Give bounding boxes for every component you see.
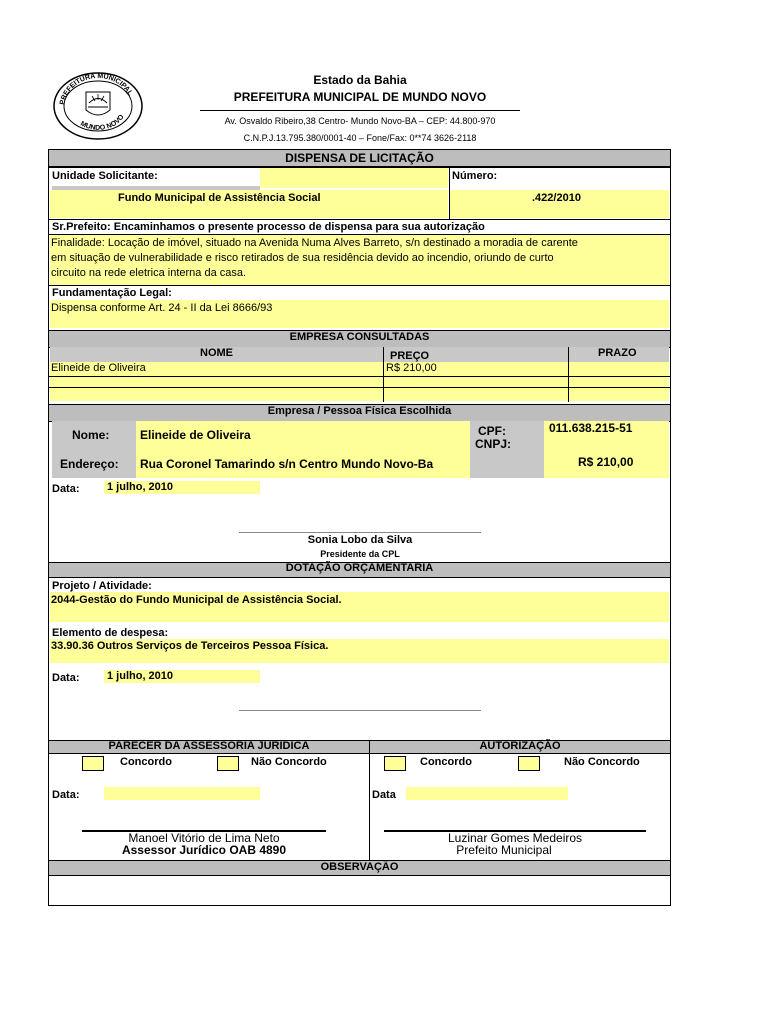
legal-signer: Manoel Vitório de Lima Neto (128, 831, 280, 845)
svg-text:PREFEITURA MUNICIPAL: PREFEITURA MUNICIPAL (59, 72, 134, 106)
legal-opinion-title: PARECER DA ASSESSORIA JURIDICA (108, 740, 310, 752)
header-divider (200, 110, 520, 111)
project-value: 2044-Gestão do Fundo Municipal de Assistência Social. (51, 594, 342, 606)
purpose-line-2: em situação de vulnerabilidade e risco retirados de sua residência devido ao incendio, oriundo de curto (51, 252, 554, 264)
auth-disagree-label: Não Concordo (564, 756, 640, 768)
requesting-unit-value: Fundo Municipal de Assistência Social (118, 192, 321, 204)
legal-disagree-checkbox[interactable] (217, 756, 239, 771)
legal-date-label: Data: (52, 789, 80, 801)
cpl-signature-line (239, 532, 481, 533)
legal-signer-role: Assessor Jurídico OAB 4890 (121, 843, 287, 857)
legal-basis-label: Fundamentação Legal: (52, 287, 172, 299)
observation-field[interactable] (50, 876, 669, 904)
legal-agree-label: Concordo (120, 756, 172, 768)
cpl-signer: Sonia Lobo da Silva (307, 534, 413, 546)
chosen-address-value: Rua Coronel Tamarindo s/n Centro Mundo Novo-Ba (140, 457, 434, 471)
cpf-label: CPF: (478, 424, 506, 438)
purpose-line-3: circuito na rede eletrica interna da casa. (51, 267, 247, 279)
project-label: Projeto / Atividade: (52, 580, 152, 592)
consulted-row-price: R$ 210,00 (386, 362, 437, 374)
budget-date-label: Data: (52, 672, 80, 684)
legal-date-field[interactable] (104, 787, 260, 800)
chosen-name-label: Nome: (72, 428, 110, 442)
mayor-signer: Luzinar Gomes Medeiros (447, 831, 583, 845)
chosen-value: R$ 210,00 (578, 455, 634, 469)
chosen-title: Empresa / Pessoa Física Escolhida (267, 405, 452, 417)
auth-agree-checkbox[interactable] (384, 756, 406, 771)
purpose-line-1: Finalidade: Locação de imóvel, situado na Avenida Numa Alves Barreto, s/n destinado a moradia de carente (51, 237, 578, 249)
cnpj-phone-line: C.N.P.J.13.795.380/0001-40 – Fone/Fax: 0**74 3626-2118 (243, 133, 477, 143)
cnpj-label: CNPJ: (475, 437, 512, 451)
observation-title: OBSERVAÇÃO (320, 861, 399, 873)
col-name-header: NOME (200, 347, 233, 359)
state-name: Estado da Bahia (313, 73, 407, 87)
consulted-title: EMPRESA CONSULTADAS (289, 331, 430, 343)
number-value: .422/2010 (532, 192, 581, 204)
municipal-seal (52, 70, 144, 140)
auth-date-label: Data (372, 789, 396, 801)
budget-signature-line (239, 710, 481, 711)
address-line: Av. Osvaldo Ribeiro,38 Centro- Mundo Novo-BA – CEP: 44.800-970 (224, 116, 496, 126)
requesting-unit-label: Unidade Solicitante: (52, 170, 158, 182)
legal-agree-checkbox[interactable] (82, 756, 104, 771)
city-hall-name: PREFEITURA MUNICIPAL DE MUNDO NOVO (233, 90, 487, 104)
element-value: 33.90.36 Outros Serviços de Terceiros Pessoa Física. (51, 640, 329, 652)
col-term-header: PRAZO (598, 347, 637, 359)
auth-date-field[interactable] (406, 787, 568, 800)
chosen-address-label: Endereço: (60, 457, 119, 471)
authorization-title: AUTORIZAÇÃO (479, 740, 561, 752)
chosen-date-value: 1 julho, 2010 (107, 481, 174, 493)
dispensa-title: DISPENSA DE LICITAÇÃO (285, 151, 434, 165)
legal-basis-value: Dispensa conforme Art. 24 - II da Lei 8666/93 (51, 302, 273, 314)
chosen-date-label: Data: (52, 483, 80, 495)
cpl-signer-role: Presidente da CPL (320, 549, 400, 559)
col-price-header: PREÇO (390, 350, 430, 362)
budget-title: DOTAÇÃO ORÇAMENTARIA (285, 562, 434, 574)
budget-date-value: 1 julho, 2010 (107, 670, 174, 682)
requesting-unit-field-top[interactable] (260, 168, 448, 188)
chosen-name-value: Elineide de Oliveira (140, 428, 251, 442)
svg-text:MUNDO NOVO: MUNDO NOVO (79, 113, 126, 132)
auth-disagree-checkbox[interactable] (518, 756, 540, 771)
cpf-value: 011.638.215-51 (549, 421, 633, 435)
consulted-row-name: Elineide de Oliveira (51, 362, 146, 374)
consulted-term-cell[interactable] (569, 362, 669, 376)
legal-disagree-label: Não Concordo (251, 756, 327, 768)
number-label: Número: (452, 170, 498, 182)
auth-agree-label: Concordo (420, 756, 472, 768)
request-line: Sr.Prefeito: Encaminhamos o presente processo de dispensa para sua autorização (52, 221, 485, 233)
mayor-signer-role: Prefeito Municipal (456, 843, 552, 857)
element-label: Elemento de despesa: (52, 627, 169, 639)
